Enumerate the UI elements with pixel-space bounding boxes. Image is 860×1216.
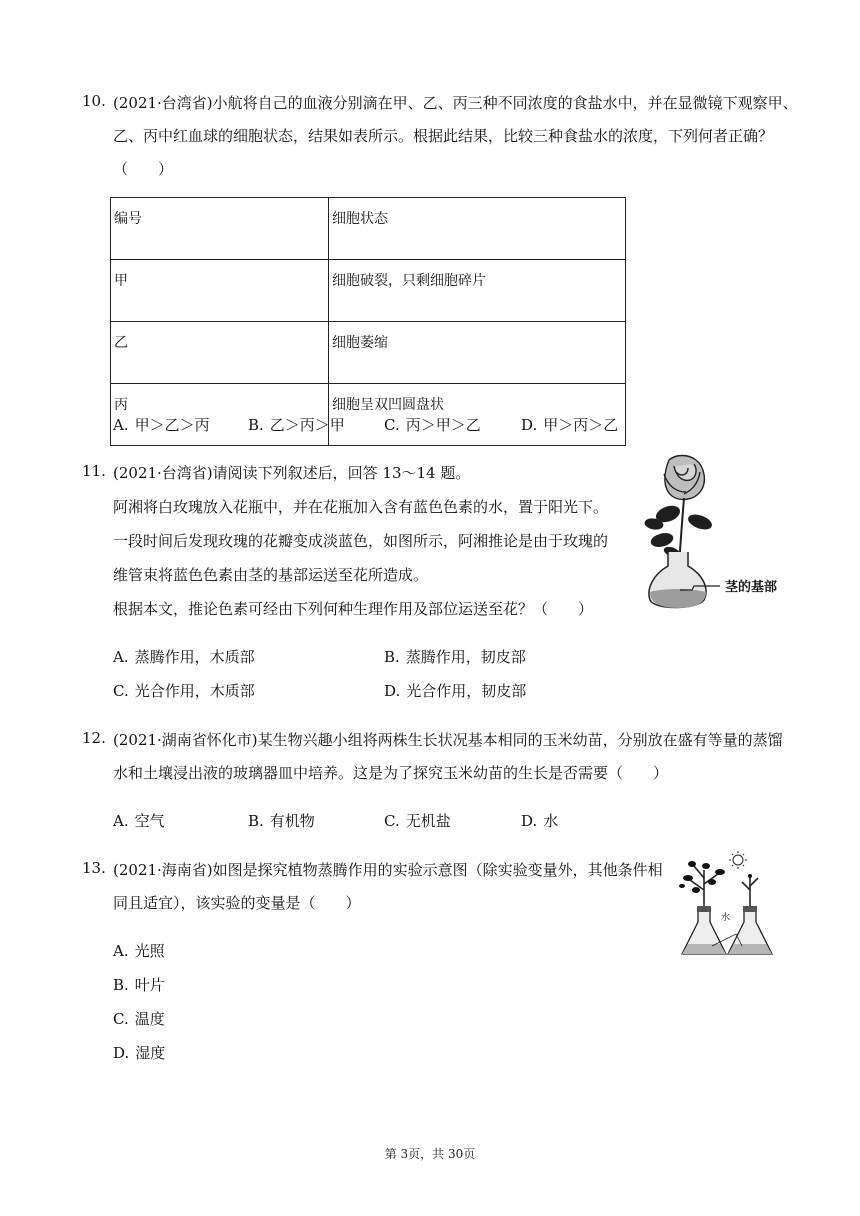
- question-10-option-c[interactable]: [384, 414, 481, 435]
- option-text: 乙＞丙＞甲: [269, 416, 345, 434]
- question-11-option-a[interactable]: [113, 646, 255, 667]
- option-key: B.: [248, 812, 264, 830]
- option-text: 温度: [134, 1010, 165, 1028]
- option-key: B.: [113, 976, 129, 994]
- table-row: [111, 322, 626, 384]
- option-text: 光合作用，韧皮部: [406, 682, 527, 700]
- flasks-illustration: [676, 850, 784, 962]
- table-header-cell: 编号: [111, 198, 329, 260]
- option-key: D.: [384, 682, 401, 700]
- option-text: 甲＞丙＞乙: [543, 416, 619, 434]
- question-12-text-2: 水和土壤浸出液的玻璃器皿中培养。这是为了探究玉米幼苗的生长是否需要（ ）: [113, 764, 669, 782]
- question-11-number: 11.: [82, 462, 106, 480]
- option-text: 湿度: [135, 1044, 166, 1062]
- question-11-text-2: 阿湘将白玫瑰放入花瓶中，并在花瓶加入含有蓝色色素的水，置于阳光下。: [113, 498, 609, 516]
- option-key: C.: [113, 1010, 129, 1028]
- question-12-option-d[interactable]: [521, 810, 558, 831]
- question-13-number: 13.: [82, 859, 106, 877]
- question-10-option-a[interactable]: [113, 414, 210, 435]
- option-key: B.: [248, 416, 264, 434]
- option-key: A.: [113, 416, 129, 434]
- question-11-option-b[interactable]: [384, 646, 526, 667]
- option-text: 蒸腾作用，木质部: [134, 648, 255, 666]
- question-11-option-c[interactable]: [113, 680, 255, 701]
- question-12-option-c[interactable]: [384, 810, 451, 831]
- question-10-option-b[interactable]: [248, 414, 345, 435]
- question-12-option-b[interactable]: [248, 810, 315, 831]
- option-key: D.: [521, 416, 538, 434]
- question-10-text: (2021·台湾省)小航将自己的血液分别滴在甲、乙、丙三种不同浓度的食盐水中，并在显微镜下观察甲、: [113, 94, 798, 112]
- option-key: B.: [384, 648, 400, 666]
- table-cell: 细胞呈双凹圆盘状: [329, 384, 626, 446]
- transpiration-experiment-figure: [676, 850, 784, 962]
- option-key: C.: [113, 682, 129, 700]
- stem-base-label: 茎的基部: [725, 580, 778, 595]
- question-10-blank: （ ）: [113, 160, 174, 178]
- option-key: A.: [113, 648, 129, 666]
- cell-state-table: [110, 197, 626, 446]
- table-cell: 细胞破裂，只剩细胞碎片: [329, 260, 626, 322]
- question-11-option-d[interactable]: [384, 680, 526, 701]
- option-key: D.: [521, 812, 538, 830]
- page-footer: 第 3页，共 30页: [384, 1147, 476, 1161]
- question-13-text-2: 同且适宜），该实验的变量是（ ）: [113, 894, 361, 912]
- table-cell: 细胞萎缩: [329, 322, 626, 384]
- table-header-cell: 细胞状态: [329, 198, 626, 260]
- table-row: [111, 260, 626, 322]
- option-text: 水: [543, 812, 559, 830]
- question-10-option-d[interactable]: [521, 414, 618, 435]
- table-header-row: [111, 198, 626, 260]
- option-text: 空气: [134, 812, 165, 830]
- question-11-text: (2021·台湾省)请阅读下列叙述后，回答 13～14 题。: [113, 464, 471, 482]
- question-13-option-a[interactable]: [113, 940, 165, 961]
- option-text: 光照: [134, 942, 165, 960]
- option-text: 蒸腾作用，韧皮部: [405, 648, 526, 666]
- question-12-option-a[interactable]: [113, 810, 165, 831]
- table-cell: 丙: [111, 384, 329, 446]
- water-label: 水: [721, 913, 731, 923]
- option-key: C.: [384, 416, 400, 434]
- option-key: D.: [113, 1044, 130, 1062]
- option-text: 丙＞甲＞乙: [405, 416, 481, 434]
- question-11-text-5: 根据本文，推论色素可经由下列何种生理作用及部位运送至花？（ ）: [113, 600, 594, 618]
- question-12-number: 12.: [82, 729, 106, 747]
- question-13-option-c[interactable]: [113, 1008, 165, 1029]
- option-text: 叶片: [134, 976, 165, 994]
- question-11-text-3: 一段时间后发现玫瑰的花瓣变成淡蓝色，如图所示，阿湘推论是由于玫瑰的: [113, 532, 609, 550]
- question-13-option-b[interactable]: [113, 974, 165, 995]
- question-13-text: (2021·海南省)如图是探究植物蒸腾作用的实验示意图（除实验变量外，其他条件相: [113, 861, 663, 879]
- option-text: 有机物: [269, 812, 315, 830]
- question-10-number: 10.: [82, 92, 106, 110]
- question-11-text-4: 维管束将蓝色色素由茎的基部运送至花所造成。: [113, 566, 429, 584]
- question-12-text: (2021·湖南省怀化市)某生物兴趣小组将两株生长状况基本相同的玉米幼苗，分别放在盛有等量的蒸馏: [113, 731, 783, 749]
- option-key: A.: [113, 942, 129, 960]
- option-text: 无机盐: [405, 812, 451, 830]
- rose-vase-figure: [624, 452, 784, 614]
- option-key: A.: [113, 812, 129, 830]
- option-text: 光合作用，木质部: [134, 682, 255, 700]
- table-cell: 乙: [111, 322, 329, 384]
- option-key: C.: [384, 812, 400, 830]
- question-10-text-2: 乙、丙中红血球的细胞状态，结果如表所示。根据此结果，比较三种食盐水的浓度，下列何者正确？: [113, 127, 774, 145]
- option-text: 甲＞乙＞丙: [134, 416, 210, 434]
- table-cell: 甲: [111, 260, 329, 322]
- question-13-option-d[interactable]: [113, 1042, 165, 1063]
